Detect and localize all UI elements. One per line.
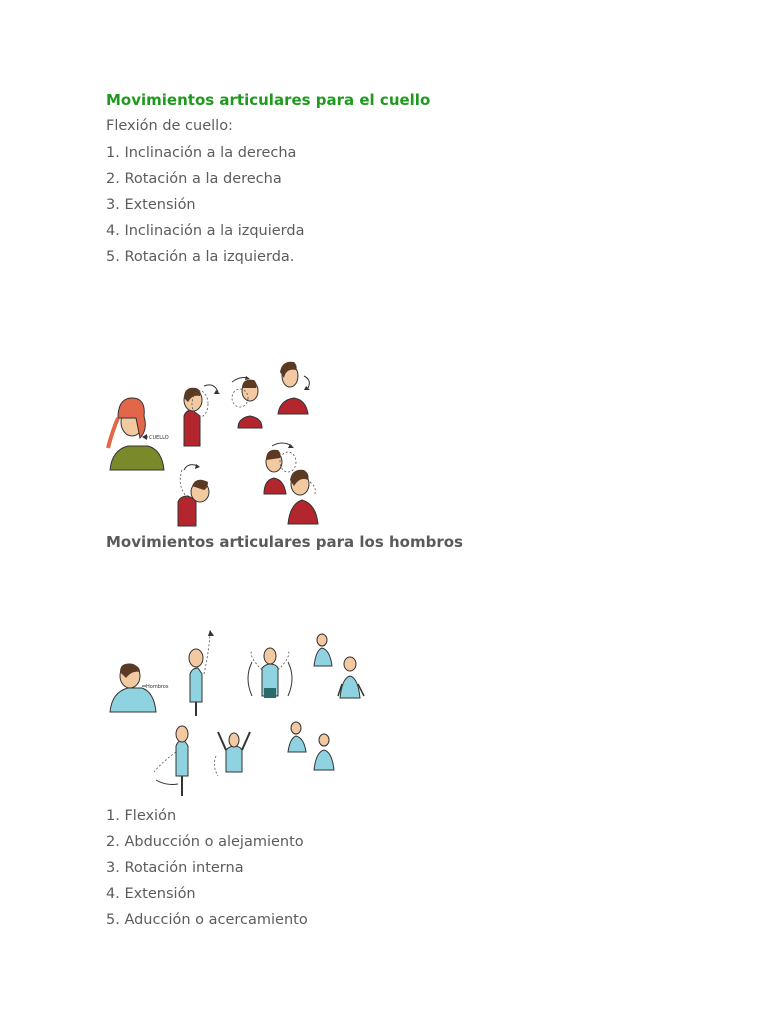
- neck-section-title: Movimientos articulares para el cuello: [106, 91, 431, 109]
- shoulder-reference-figure: [110, 664, 169, 712]
- neck-figure-rotation-left: [288, 470, 318, 524]
- neck-reference-figure: [108, 398, 169, 470]
- shoulder-figure-rotation-internal: [314, 634, 364, 698]
- neck-figure-tilt-right: [184, 385, 220, 446]
- shoulder-figure-abduction: [248, 648, 292, 698]
- shoulder-step: 3. Rotación interna: [106, 860, 244, 876]
- neck-figure-rotation-right: [232, 376, 262, 428]
- neck-figure-extension: [278, 362, 310, 414]
- shoulder-figure-arms-up: [214, 732, 250, 776]
- neck-step: 3. Extensión: [106, 197, 196, 213]
- shoulder-step: 5. Aducción o acercamiento: [106, 912, 308, 928]
- shoulder-movements-illustration: [106, 626, 368, 798]
- shoulder-figure-extension: [154, 726, 188, 796]
- neck-step: 1. Inclinación a la derecha: [106, 145, 297, 161]
- shoulder-step: 4. Extensión: [106, 886, 196, 902]
- shoulder-section-title: Movimientos articulares para los hombros: [106, 533, 463, 551]
- shoulder-step: 1. Flexión: [106, 808, 177, 824]
- shoulder-label: Hombros: [146, 684, 169, 690]
- neck-step: 2. Rotación a la derecha: [106, 171, 282, 187]
- shoulder-figure-adduction: [288, 722, 334, 770]
- neck-step: 5. Rotación a la izquierda.: [106, 249, 295, 265]
- neck-label: CUELLO: [149, 435, 169, 441]
- neck-figure-flexion: [178, 464, 209, 526]
- shoulder-figure-flexion: [189, 630, 214, 716]
- neck-step: 4. Inclinación a la izquierda: [106, 223, 305, 239]
- shoulder-step: 2. Abducción o alejamiento: [106, 834, 304, 850]
- neck-intro: Flexión de cuello:: [106, 118, 233, 134]
- neck-movements-illustration: [104, 358, 326, 528]
